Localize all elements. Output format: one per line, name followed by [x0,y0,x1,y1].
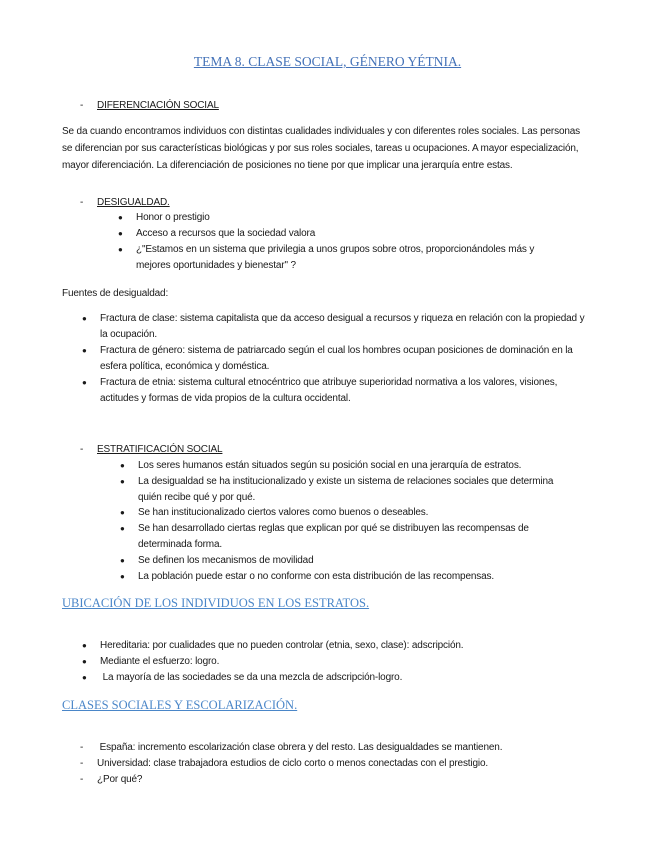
bullet-icon: ● [118,245,123,254]
list-item-text: Se han institucionalizado ciertos valores como buenos o deseables. [138,507,429,518]
bullet-icon: ● [120,461,125,470]
bullet-icon: ● [82,378,87,387]
dash-marker: - [80,774,84,785]
bullet-icon: ● [120,477,125,486]
dash-marker: - [80,758,84,769]
bullet-icon: ● [82,673,87,682]
bullet-icon: ● [120,556,125,565]
section-heading: ESTRATIFICACIÓN SOCIAL [97,444,223,455]
dash-marker: - [80,444,84,455]
list-item-text: La desigualdad se ha institucionalizado y existe un sistema de relaciones sociales que determina quién recibe qué y por qué. [138,476,554,503]
list-item-text: Hereditaria: por cualidades que no pueden controlar (etnia, sexo, clase): adscripción. [100,640,464,651]
list-item-text: Fractura de etnia: sistema cultural etnocéntrico que atribuye superioridad normativa a los valores, visiones, actitudes y formas de vida propios de la cultura occidental. [100,377,558,404]
diferenciacion-paragraph: Se da cuando encontramos individuos con distintas cualidades individuales y con diferentes roles sociales. Las personas se diferencian por sus características biológicas y por sus roles sociales, tareas u ocupaciones. A mayor especialización, mayor diferenciación. La diferenciación de posiciones no tiene por que implicar una jerarquía entre estas. [62,126,581,171]
bullet-icon: ● [82,657,87,666]
bullet-icon: ● [120,508,125,517]
list-item-text: La mayoría de las sociedades se da una mezcla de adscripción-logro. [100,672,403,683]
bullet-icon: ● [118,229,123,238]
list-item-text: ¿Por qué? [97,774,143,785]
list-item-text: Se han desarrollado ciertas reglas que explican por qué se distribuyen las recompensas de determinada forma. [138,523,529,550]
section-heading: DIFERENCIACIÓN SOCIAL [97,100,219,111]
subheading-text: CLASES SOCIALES Y ESCOLARIZACIÓN. [62,698,298,712]
subheading-ubicacion: UBICACIÓN DE LOS INDIVIDUOS EN LOS ESTRATOS. [62,596,370,610]
bullet-icon: ● [120,524,125,533]
list-item-text: Se definen los mecanismos de movilidad [138,555,314,566]
bullet-icon: ● [82,641,87,650]
subheading-clases [62,698,297,713]
list-item-text: España: incremento escolarización clase obrera y del resto. Las desigualdades se mantienen. [97,742,503,753]
list-item-text: Los seres humanos están situados según su posición social en una jerarquía de estratos. [138,460,522,471]
dash-marker: - [80,742,84,753]
dash-marker: - [80,197,84,208]
list-item-text: Fractura de género: sistema de patriarcado según el cual los hombres ocupan posiciones de dominación en la esfera política, económica y doméstica. [100,345,573,372]
document-title: TEMA 8. CLASE SOCIAL, GÉNERO YÉTNIA. [193,54,462,69]
list-item-text: Fractura de clase: sistema capitalista que da acceso desigual a recursos y riqueza en relación con la propiedad y la ocupación. [100,313,585,340]
list-item-text: La población puede estar o no conforme con esta distribución de las recompensas. [138,571,495,582]
bullet-icon: ● [82,314,87,323]
bullet-icon: ● [120,572,125,581]
list-item-text: Universidad: clase trabajadora estudios de ciclo corto o menos conectadas con el prestigio. [97,758,489,769]
list-item-text: ¿"Estamos en un sistema que privilegia a unos grupos sobre otros, proporcionándoles más y mejores oportunidades y bienestar" ? [136,244,535,271]
section-heading: DESIGUALDAD. [97,197,170,208]
bullet-icon: ● [118,213,123,222]
fuentes-label: Fuentes de desigualdad: [62,288,169,299]
dash-marker: - [80,100,84,111]
bullet-icon: ● [82,346,87,355]
list-item-text: Mediante el esfuerzo: logro. [100,656,220,667]
list-item-text: Honor o prestigio [136,212,210,223]
list-item-text: Acceso a recursos que la sociedad valora [136,228,316,239]
